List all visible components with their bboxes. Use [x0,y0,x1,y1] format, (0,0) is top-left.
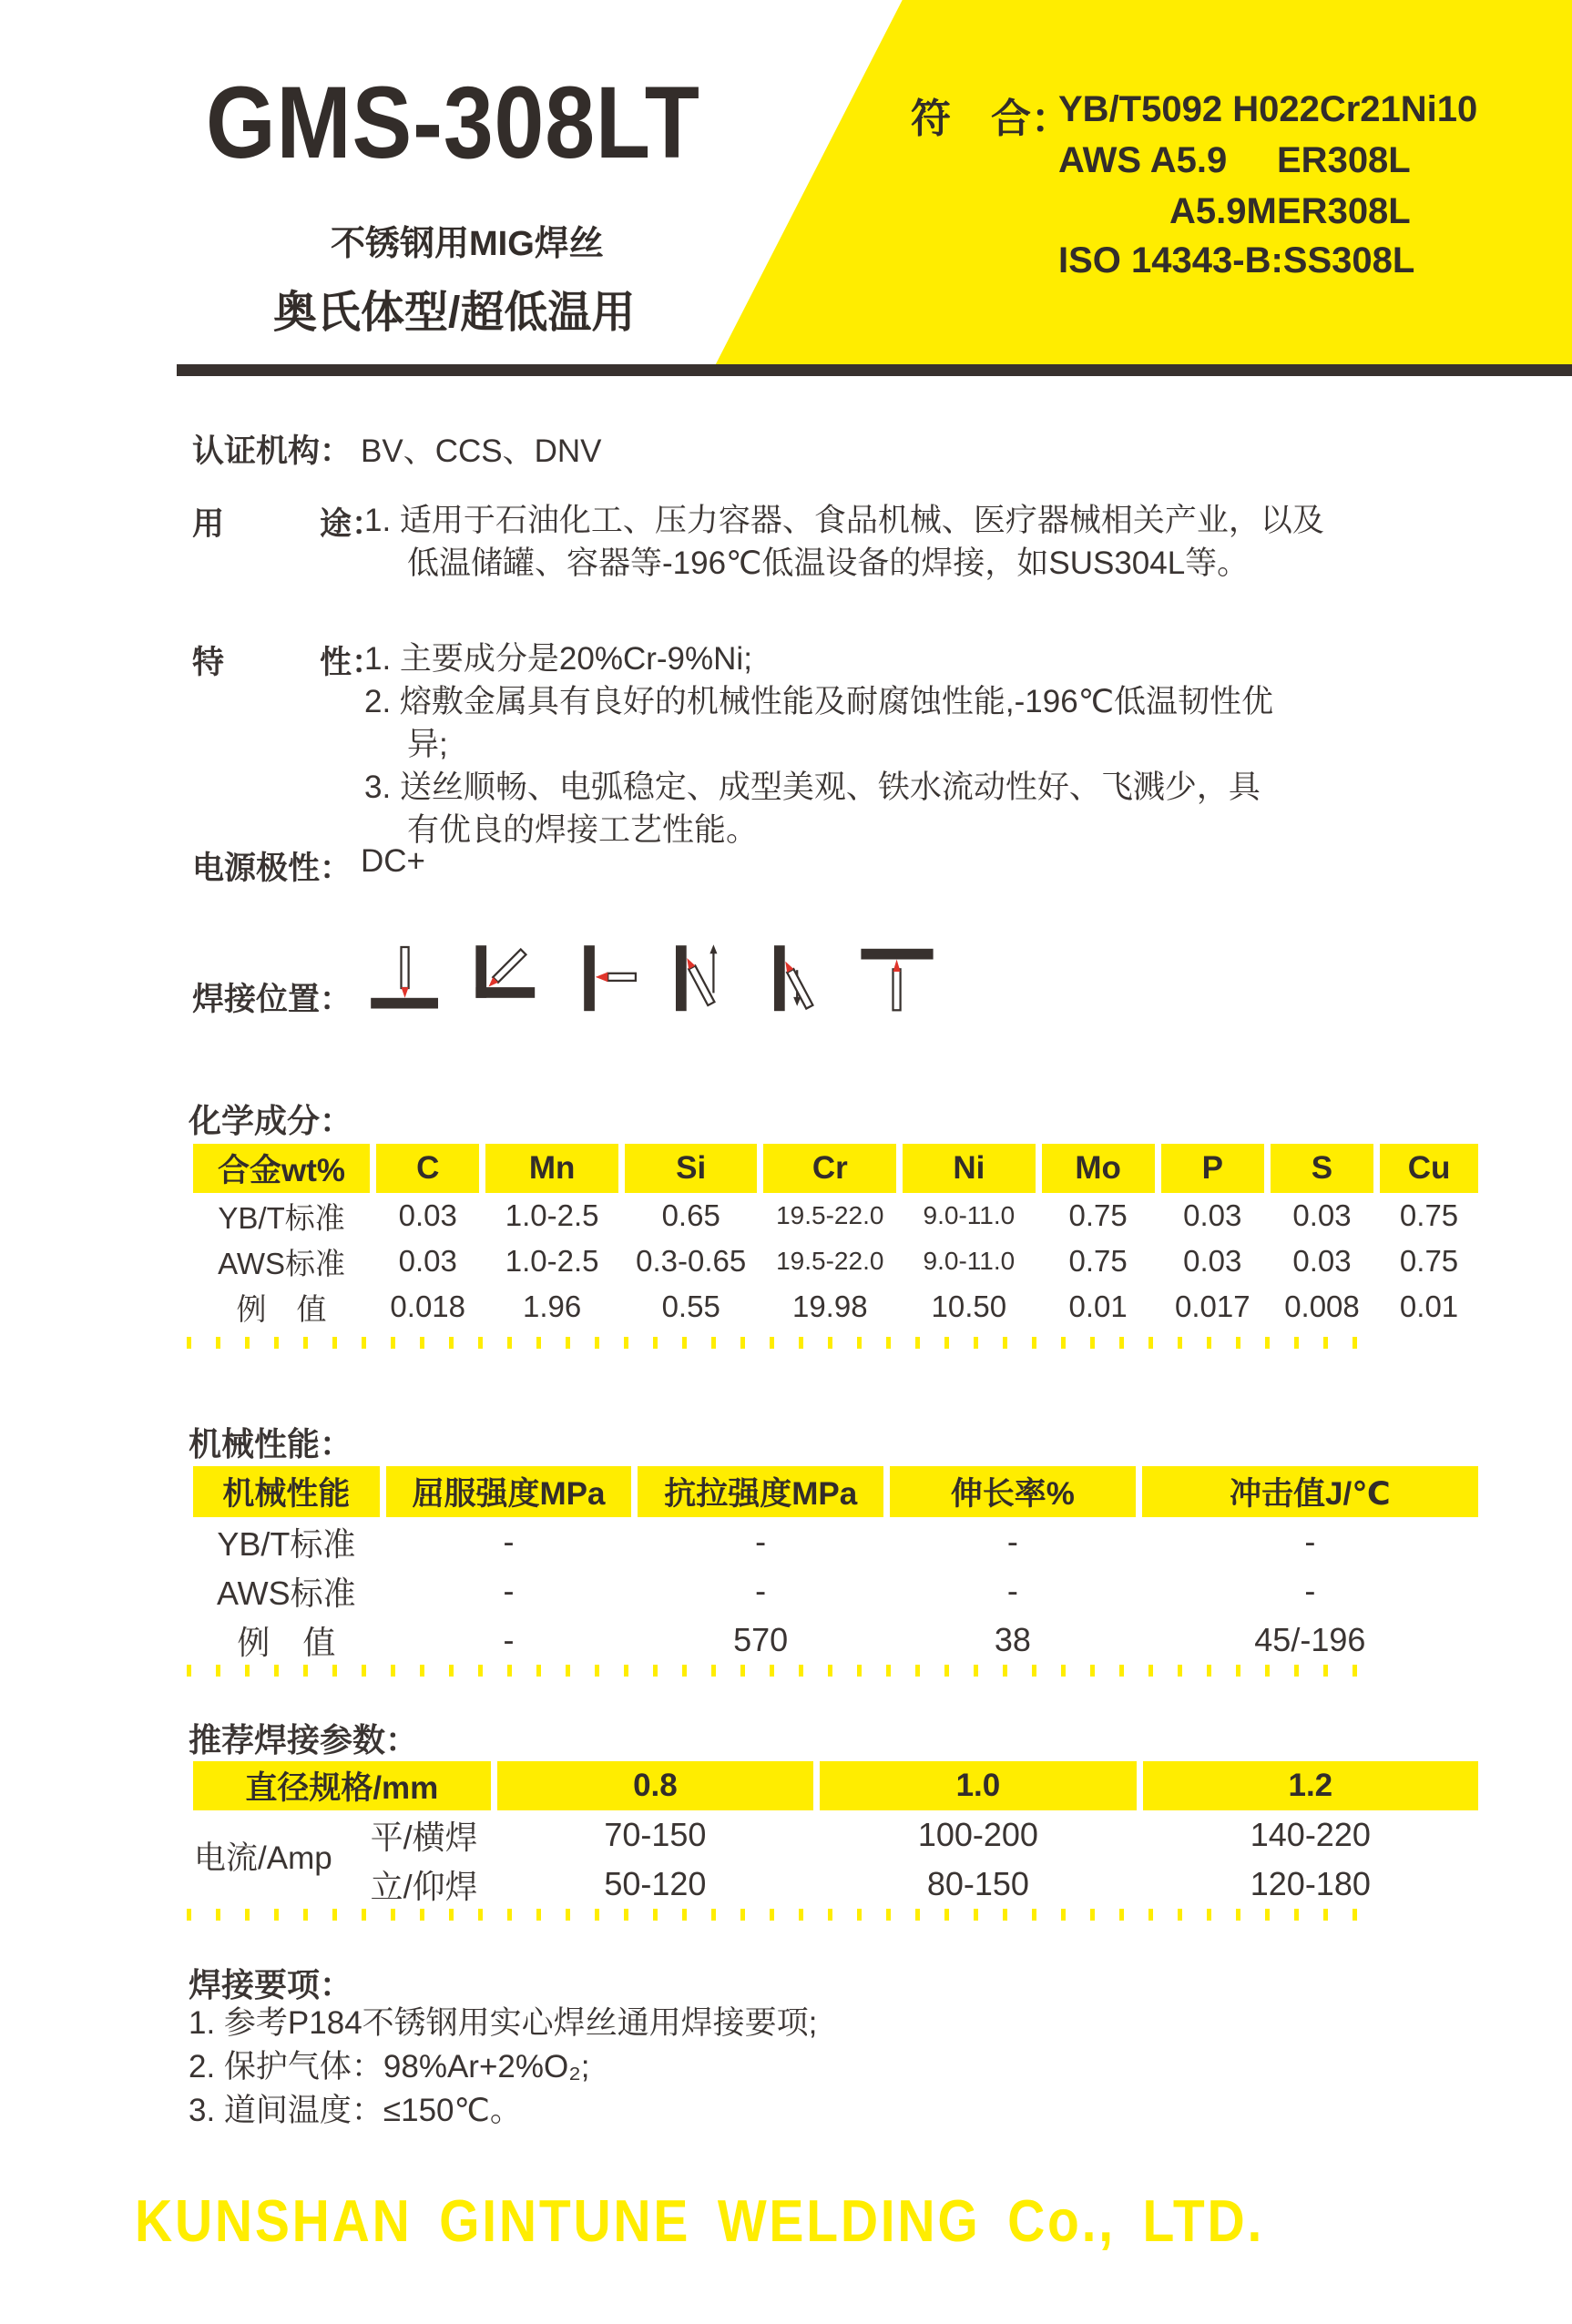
cell: 0.03 [398,1244,457,1278]
cell: 19.5-22.0 [776,1201,884,1229]
yellow-diagonal-banner [0,0,1572,365]
table-row [193,1517,1478,1566]
row-label: 立/仰焊 [370,1867,478,1905]
table-row [193,1616,1478,1665]
dotted-divider [187,1909,1380,1921]
cell: 1.96 [523,1289,582,1323]
cell: 80-150 [926,1865,1029,1902]
column-header: 屈服强度MPa [386,1466,632,1517]
cell: - [755,1523,767,1560]
cell: 0.03 [398,1198,457,1232]
cell: 9.0-11.0 [923,1247,1016,1275]
cell: 0.008 [1284,1289,1360,1323]
cell: 45/-196 [1254,1621,1366,1658]
cell: 0.65 [661,1198,720,1232]
column-header: 伸长率% [890,1466,1136,1517]
cell: 70-150 [604,1816,707,1853]
feature-item: 3. 送丝顺畅、电弧稳定、成型美观、铁水流动性好、飞溅少，具有优良的焊接工艺性能。 [364,770,1261,848]
standards-label: 符 合： [911,97,1071,141]
cell: 140-220 [1250,1816,1371,1853]
column-header: 0.8 [497,1761,814,1810]
cell: 38 [994,1621,1031,1658]
chemical-section-title: 化学成分： [189,1102,353,1139]
column-header: 1.0 [820,1761,1137,1810]
column-header: Mn [485,1144,618,1193]
row-label: 例 值 [236,1291,327,1326]
cell: 1.0-2.5 [505,1244,599,1278]
chemical-header-row [193,1144,1478,1193]
welding-positions-label: 焊接位置： [192,982,352,1017]
cell: 100-200 [917,1816,1038,1853]
cell: 0.01 [1399,1289,1459,1323]
parameters-section-title: 推荐焊接参数： [189,1721,419,1758]
cell: - [1304,1572,1316,1609]
cell: 1.0-2.5 [505,1198,599,1232]
dotted-divider [187,1665,1380,1677]
cell: 0.55 [661,1289,720,1323]
cell: - [1304,1523,1316,1560]
column-header: Mo [1042,1144,1155,1193]
feature-item: 1. 主要成分是20%Cr-9%Ni; [364,641,752,677]
company-name: KUNSHAN GINTUNE WELDING Co., LTD. [135,2188,1265,2255]
column-header: Si [625,1144,758,1193]
cell: 0.75 [1399,1244,1459,1278]
welding-parameters-table [187,1761,1485,1909]
row-label: 例 值 [237,1623,336,1661]
welding-position-icons [364,940,938,1020]
cell: 19.98 [791,1289,868,1323]
standard-text: AWS A5.9 [1058,140,1228,180]
standard-text: ISO 14343-B:SS308L [1058,240,1415,280]
cell: 0.01 [1068,1289,1128,1323]
column-header: 合金wt% [193,1144,370,1193]
cell: 50-120 [604,1865,707,1902]
standard-text: YB/T5092 H022Cr21Ni10 [1058,89,1478,129]
dotted-divider [187,1337,1380,1349]
cell: 0.018 [390,1289,466,1323]
chemical-composition-table [187,1144,1485,1330]
parameters-header-row [193,1761,1478,1810]
column-header: S [1271,1144,1373,1193]
standard-text: A5.9M [1169,191,1277,231]
usage-label: 用 途： [192,506,384,542]
cell: 0.75 [1399,1198,1459,1232]
column-header: Cu [1380,1144,1478,1193]
polarity-value: DC+ [361,843,425,879]
note-item: 3. 道间温度：≤150℃。 [189,2093,522,2128]
cell: - [1006,1572,1018,1609]
cell: 0.03 [1292,1198,1352,1232]
row-label: YB/T标准 [217,1524,356,1563]
position-vertical-up-icon [659,940,741,1020]
product-subtitle-application: 奥氏体型/超低温用 [273,289,636,337]
column-header: C [376,1144,479,1193]
row-label: 平/横焊 [370,1818,478,1856]
table-row [193,1284,1478,1330]
features-list [364,637,1286,851]
cell: 19.5-22.0 [776,1247,884,1275]
product-title: GMS-308LT [206,66,700,179]
column-header: 1.2 [1143,1761,1478,1810]
position-horizontal-fillet-icon [463,940,545,1020]
feature-item: 2. 熔敷金属具有良好的机械性能及耐腐蚀性能,-196℃低温韧性优异; [364,684,1273,762]
column-header: Cr [763,1144,896,1193]
table-row [193,1810,1478,1860]
table-row [193,1566,1478,1616]
header-divider-bar [177,364,1572,376]
note-item: 1. 参考P184不锈钢用实心焊丝通用焊接要项; [189,2005,818,2041]
table-row [193,1238,1478,1284]
cell: - [503,1572,515,1609]
position-vertical-down-icon [758,940,840,1020]
certification-label: 认证机构： [192,433,352,469]
cell: 10.50 [931,1289,1007,1323]
mechanical-properties-table [187,1466,1485,1665]
column-header: 冲击值J/℃ [1142,1466,1478,1517]
note-item: 2. 保护气体：98%Ar+2%O₂; [189,2049,590,2084]
cell: 9.0-11.0 [923,1201,1016,1229]
standard-grade: ER308L [1277,191,1411,231]
column-header: 机械性能 [193,1466,380,1517]
mechanical-section-title: 机械性能： [189,1425,353,1463]
cell: - [755,1572,767,1609]
cell: 570 [733,1621,789,1658]
row-label: YB/T标准 [218,1200,345,1235]
cell: - [1006,1523,1018,1560]
cell: 0.3-0.65 [636,1244,747,1278]
certification-value: BV、CCS、DNV [361,433,602,469]
notes-list [189,2002,817,2133]
cell: 0.03 [1292,1244,1352,1278]
column-header: P [1161,1144,1264,1193]
column-header: 直径规格/mm [193,1761,491,1810]
cell: 0.75 [1068,1198,1128,1232]
cell: 0.03 [1183,1198,1242,1232]
cell: 0.017 [1174,1289,1250,1323]
row-label: AWS标准 [217,1574,356,1612]
usage-text: 1. 适用于石油化工、压力容器、食品机械、医疗器械相关产业，以及低温储罐、容器等-196℃低温设备的焊接，如SUS304L等。 [364,503,1324,581]
cell: - [503,1621,515,1658]
product-subtitle-wire-type: 不锈钢用MIG焊丝 [331,225,604,263]
cell: - [503,1523,515,1560]
standard-grade: ER308L [1277,140,1411,180]
position-flat-icon [364,940,446,1020]
mechanical-header-row [193,1466,1478,1517]
cell: 0.03 [1183,1244,1242,1278]
notes-section-title: 焊接要项： [189,1966,353,2003]
current-group-label: 电流/Amp [194,1840,332,1876]
position-overhead-icon [856,940,938,1020]
polarity-label: 电源极性： [192,851,352,886]
features-label: 特 性： [192,645,384,680]
column-header: Ni [903,1144,1036,1193]
table-row [193,1193,1478,1238]
cell: 0.75 [1068,1244,1128,1278]
cell: 120-180 [1250,1865,1371,1902]
row-label: AWS标准 [218,1246,346,1280]
table-row [193,1860,1478,1909]
column-header: 抗拉强度MPa [638,1466,883,1517]
position-horizontal-icon [561,940,643,1020]
